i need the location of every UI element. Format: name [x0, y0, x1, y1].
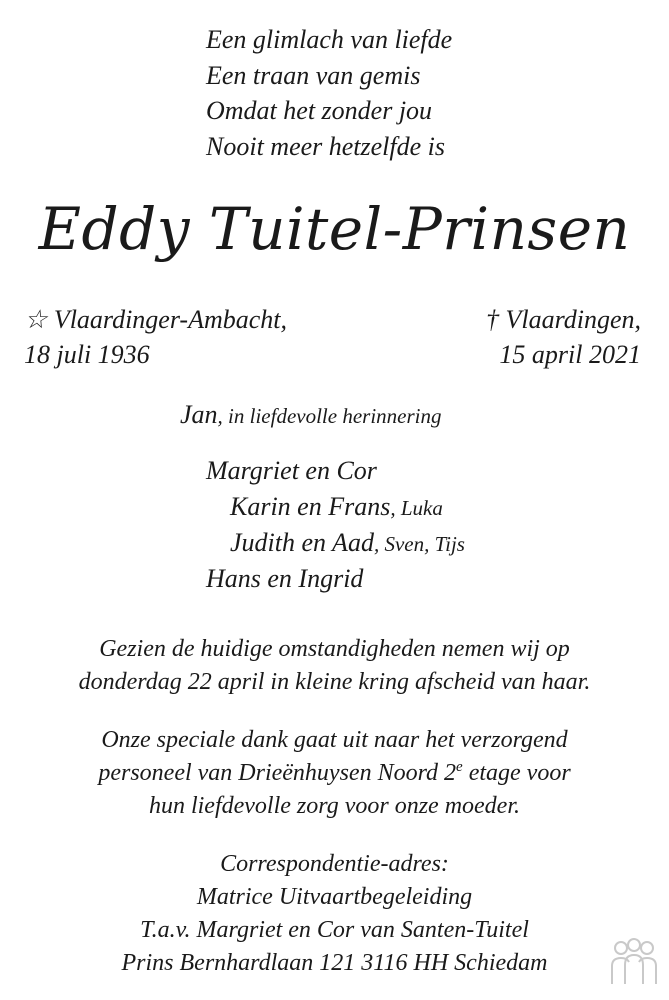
family-line: Karin en Frans, Luka [230, 492, 443, 521]
family-list [206, 453, 465, 597]
poem-line: Nooit meer hetzelfde is [206, 131, 446, 161]
poem [206, 22, 452, 164]
death-place: Vlaardingen, [505, 305, 641, 334]
spouse-line [180, 400, 442, 430]
star-icon: ☆ [24, 305, 48, 334]
death-date: 15 april 2021 [499, 340, 641, 369]
deceased-name: Eddy Tuitel-Prinsen [38, 195, 631, 263]
correspondence-address: Correspondentie-adres: Matrice Uitvaartbegeleiding T.a.v. Margriet en Cor van Santen-Tuitel Prins Bernhardlaan 121 3116 HH Schiedam [121, 851, 548, 976]
poem-line: Een glimlach van liefde [206, 25, 453, 54]
spouse-note: , in liefdevolle herinnering [217, 404, 442, 428]
spouse-name: Jan [180, 400, 218, 429]
poem-line: Een traan van gemis [206, 60, 421, 90]
death-info [486, 302, 641, 372]
funeral-notice: Gezien de huidige omstandigheden nemen wij op donderdag 22 april in kleine kring afscheid van haar. [78, 636, 591, 695]
people-group-icon [607, 938, 661, 988]
family-line: Margriet en Cor [206, 456, 377, 485]
family-line: Judith en Aad, Sven, Tijs [230, 528, 465, 557]
poem-line: Omdat het zonder jou [206, 96, 433, 125]
family-line: Hans en Ingrid [206, 564, 364, 593]
birth-place: Vlaardinger-Ambacht, [53, 305, 288, 334]
birth-date: 18 juli 1936 [24, 340, 150, 369]
cross-icon: † [485, 305, 499, 334]
birth-info [24, 302, 287, 372]
thanks-paragraph: Onze speciale dank gaat uit naar het verzorgend personeel van Drieënhuysen Noord 2e etage voor hun liefdevolle zorg voor onze moeder. [98, 727, 571, 819]
